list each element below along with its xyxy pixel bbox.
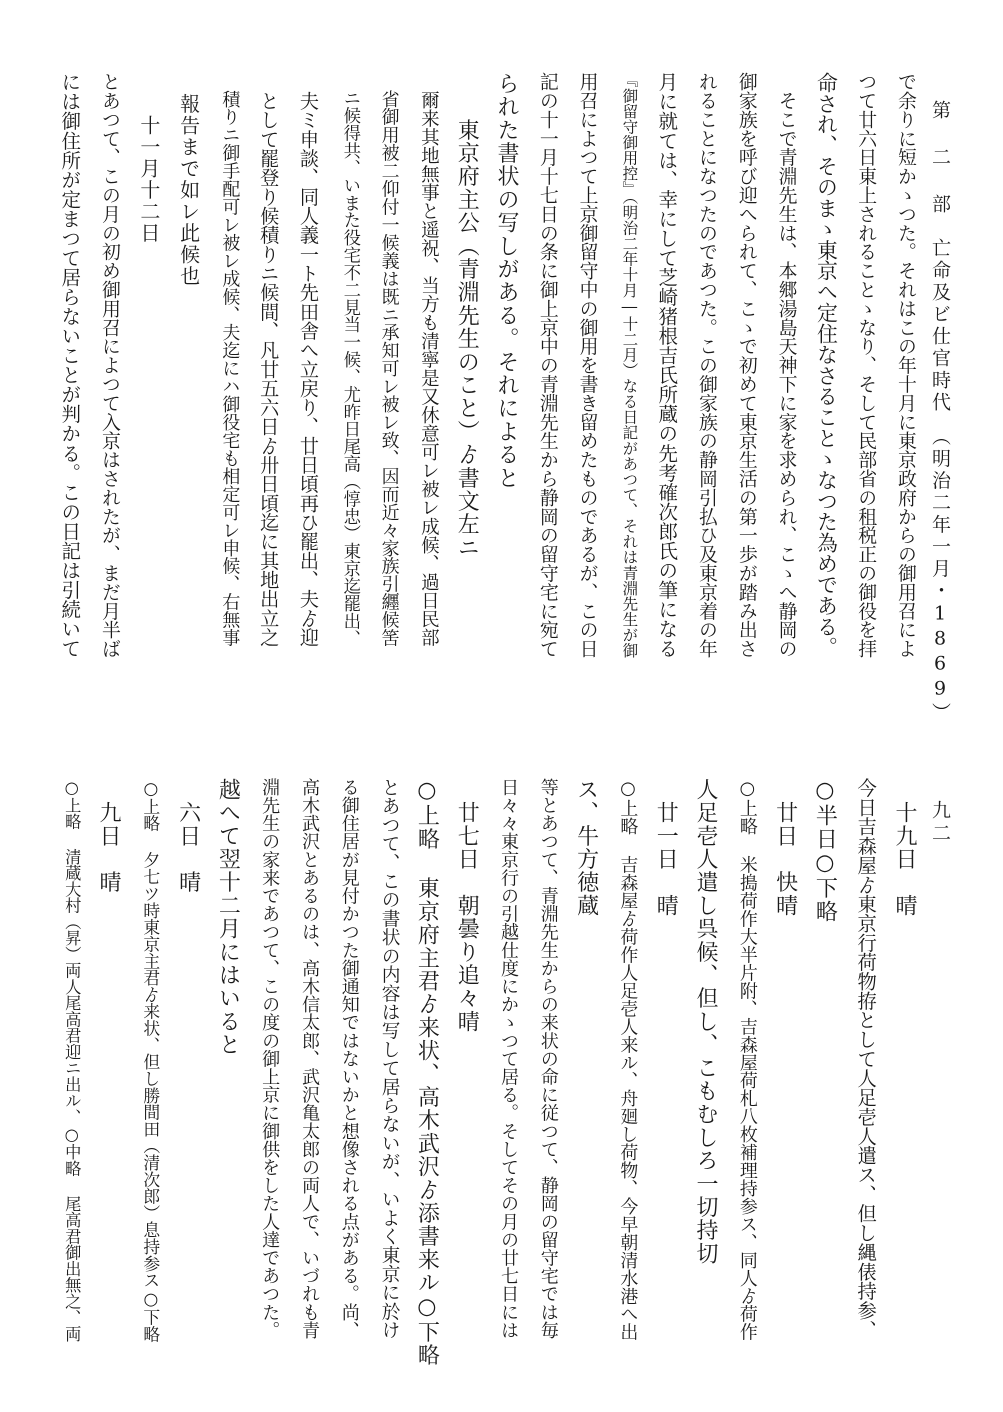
- bottom-column: 日々々東京行の引越仕度にかゝつて居る。そしてその月の廿七日には: [498, 778, 519, 1340]
- bottom-column: ス、牛方徳蔵: [573, 778, 599, 918]
- top-column: 省御用被二仰付一候義は既ニ承知可レ被レ致、因而近々家族引纒候筈: [378, 72, 400, 647]
- bottom-column: 今日吉森屋ゟ東京行荷物拵として人足壱人遣ス、但し縄俵持参、: [854, 778, 878, 1340]
- top-column: 用召によつて上京御留守中の御用を書き留めたものであるが、この日: [576, 72, 599, 658]
- bottom-column: 廿日 快晴: [772, 778, 798, 918]
- top-column: 報告まで如レ此候也: [176, 72, 201, 287]
- top-column: 東京府主公（青淵先生のこと）ゟ書文左ニ: [454, 72, 480, 560]
- bottom-column: 等とあつて、青淵先生からの来状の命に従つて、静岡の留守宅では毎: [537, 778, 559, 1340]
- bottom-column: 廿七日 朝曇り追々晴: [454, 778, 480, 1034]
- top-column: 御家族を呼び迎へられて、こゝで初めて東京生活の第一歩が踏み出さ: [735, 72, 758, 658]
- bottom-column: 十九日 晴: [892, 778, 917, 918]
- page-number: 九二: [929, 800, 951, 846]
- bottom-column: 九日 晴: [96, 778, 121, 894]
- top-column: 記の十一月十七日の条に御上京中の青淵先生から静岡の留守宅に宛て: [536, 72, 559, 658]
- bottom-column: 高木武沢とあるのは、高木信太郎、武沢亀太郎の両人で、いづれも青: [299, 778, 320, 1340]
- top-column: つて廿六日東上されることゝなり、そして民部省の租税正の御役を拝: [855, 72, 878, 658]
- bottom-column: 六日 晴: [175, 778, 201, 894]
- top-column: そこで青淵先生は、本郷湯島天神下に家を求められ、こゝへ静岡の: [775, 72, 798, 658]
- bottom-column: ○上略 夕七ツ時東京主君ゟ来状、但し勝間田（清次郎）息持参ス○下略: [140, 778, 161, 1343]
- top-column: として罷登り候積りニ候間、凡廿五六日ゟ卅日頃迄に其地出立之: [257, 72, 281, 647]
- bottom-column: る御住居が見付かつた御通知ではないかと想像される点がある。尚、: [338, 778, 360, 1340]
- bottom-column: ○上略 東京府主君ゟ来状、高木武沢ゟ添書来ル○下略: [414, 778, 440, 1367]
- top-column: ニ候得共、いまた役宅不二見当一候、尤昨日尾高（惇忠）東京迄罷出、: [339, 72, 360, 647]
- top-column: で余りに短かゝつた。それはこの年十月に東京政府からの御用召によ: [895, 72, 917, 658]
- top-column: には御住所が定まつて居らないことが判かる。この日記は引続いて: [58, 72, 82, 658]
- top-column: れることになつたのであつた。この御家族の静岡引払ひ及東京着の年: [696, 72, 718, 658]
- bottom-column: とあつて、この書状の内容は写して居らないが、いよく東京に於け: [378, 778, 400, 1340]
- top-column: とあつて、この月の初め御用召によつて入京はされたが、まだ月半ば: [99, 72, 121, 658]
- top-column: 『御留守御用控』（明治二年十月―十二月）なる日記があつて、それは青淵先生が御: [620, 72, 639, 658]
- bottom-column: ○半日○下略: [812, 778, 838, 924]
- bottom-column: 人足壱人遣し呉候、但し、こもむしろ一切持切: [693, 778, 718, 1266]
- running-header: 第 二 部 亡命及ビ仕官時代 （明治二年一月・1869）: [929, 100, 951, 725]
- bottom-column: 淵先生の家来であつて、この度の御上京に御供をした人達であつた。: [259, 778, 281, 1340]
- bottom-column: 廿一日 晴: [653, 778, 679, 918]
- bottom-column: ○上略 清蔵大村（昇）両人尾高君迎ニ出ル、○中略 尾高君御出無之、両: [62, 778, 82, 1342]
- top-column: 積りニ御手配可レ被レ成候、夫迄にハ御役宅も相定可レ申候、右無事: [219, 72, 241, 647]
- top-column: 命され、そのまゝ東京へ定住なさることゝなつた為めである。: [813, 72, 838, 658]
- bottom-column: ○上略 米搗荷作大半片附、吉森屋荷札八枚補理持参ス、同人ゟ荷作: [736, 778, 758, 1341]
- top-column: 爾来其地無事と遥祝、当方も清寧是又休意可レ被レ成候、過日民部: [418, 72, 440, 647]
- bottom-column: 越へて翌十二月にはいると: [215, 778, 241, 1057]
- top-column: られた書状の写しがある。それによると: [494, 72, 519, 490]
- top-column: 夫ミ申談、同人義一ト先田舎へ立戻り、廿日頃再ひ罷出、夫ゟ迎: [297, 72, 320, 647]
- top-column: 十一月十二日: [136, 72, 161, 244]
- top-column: 月に就ては、幸にして芝崎猪根吉氏所蔵の先考確次郎氏の筆になる: [655, 72, 679, 658]
- bottom-column: ○上略 吉森屋ゟ荷作人足壱人来ル、舟廻し荷物、今早朝清水港へ出: [617, 778, 639, 1341]
